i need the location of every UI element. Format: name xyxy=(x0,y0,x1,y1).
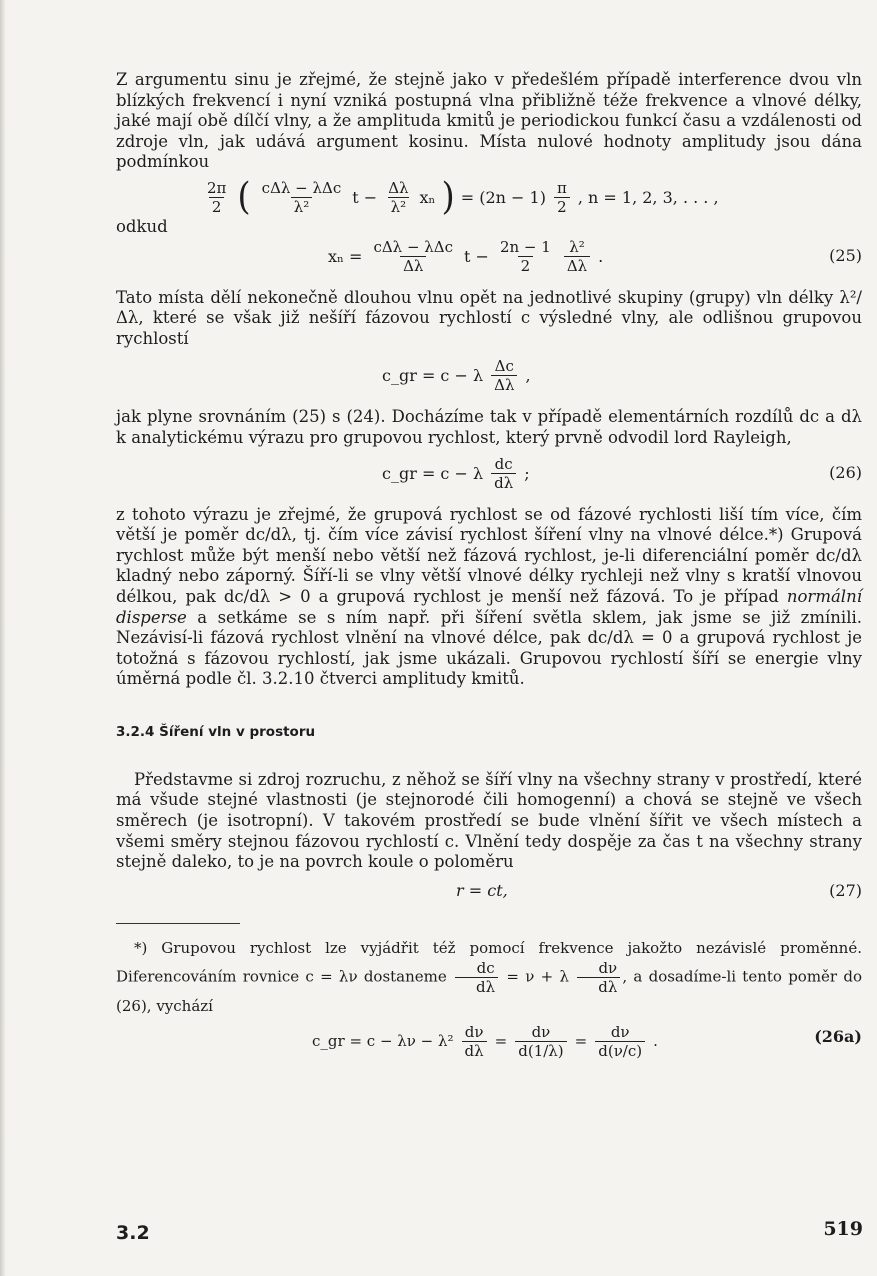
fraction: $\frac{\Delta c}{\Delta\lambda}$ xyxy=(491,357,517,394)
equation-number: (25) xyxy=(829,245,862,265)
fraction: $\frac{2n - 1}{2}$ xyxy=(499,237,551,275)
fraction: $\frac{2\pi}{2}$ xyxy=(207,178,227,216)
paragraph-5: Představme si zdroj rozruchu, z něhož se šíří vlny na všechny strany v prostředí, které má všude stejné vlastnosti (je stejnorodé čili homogenní) a chová se stejně ve všech směrech (je isotropní). V takovém prostředí se bude vlnění šířit ve všech místech a všemi směry stejnou fázovou rychlostí c. Vlnění tedy dospěje za čas t na všechny strany stejně daleko, to je na povrch koule o poloměru xyxy=(116,769,862,872)
fraction: $\frac{dc}{d\lambda}$ xyxy=(491,455,516,492)
equation-cgr: c_gr = c − λ $\frac{\Delta c}{\Delta\lambda}$ , xyxy=(382,357,531,395)
fraction: $\frac{d\nu}{d(\nu/c)}$ xyxy=(595,1023,645,1060)
fraction: $\frac{\Delta\lambda}{\text{λ²}}$ xyxy=(388,178,409,216)
paragraph-2: Tato místa dělí nekonečně dlouhou vlnu opět na jednotlivé skupiny (grupy) vln délky λ²/Δλ, které se však již nešíří fázovou rychlostí c výsledné vlny, ale odlišnou grupovou rychlostí xyxy=(116,287,862,348)
page-content xyxy=(116,70,862,1075)
equation-number: (27) xyxy=(829,880,862,900)
paragraph-4: z tohoto výrazu je zřejmé, že grupová rychlost se od fázové rychlosti liší tím více, čím větší je poměr dc/dλ, tj. čím více závisí rychlost šíření vlny na vlnové délce.*) Grupová rychlost může být menší nebo větší než fázová rychlost, je-li diferenciální poměr dc/dλ kladný nebo záporný. Šíří-li se vlny větší vlnové délky rychleji než vlny s kratší vlnovou délkou, pak dc/dλ > 0 a grupová rychlost je menší než fázová. To je případ normální disperse a setkáme se s ním např. při šíření světla sklem, jak jsme se již zmínili. Nezávisí-li fázová rychlost vlnění na vlnové délce, pak dc/dλ = 0 a grupová rychlost je totožná s fázovou rychlostí, jak jsme ukázali. Grupovou rychlostí šíří se energie vlny úměrná podle čl. 3.2.10 čtverci amplitudy kmitů. xyxy=(116,504,862,689)
page-number: 519 xyxy=(823,1218,863,1240)
paragraph-1: Z argumentu sinu je zřejmé, že stejně jako v předešlém případě interference dvou vln blízkých frekvencí i nyní vzniká postupná vlna přibližně téže frekvence a vlnové délky, jaké mají obě dílčí vlny, a že amplituda kmitů je periodickou funkcí času a vzdálenosti od zdroje vln, jak udává argument kosinu. Místa nulové hodnoty amplitudy jsou dána podmínkou xyxy=(116,70,862,172)
emphasis: normální disperse xyxy=(116,586,862,627)
equation-27: r = ct, (27) xyxy=(456,880,862,900)
fraction: $\frac{\text{cΔλ − λΔc}}{\Delta\lambda}$ xyxy=(373,237,454,275)
footnote-rule xyxy=(116,923,240,924)
fraction: $\frac{\text{cΔλ − λΔc}}{\text{λ²}}$ xyxy=(261,178,342,216)
paragraph-3: jak plyne srovnáním (25) s (24). Docházíme tak v případě elementárních rozdílů dc a dλ k analytickému výrazu pro grupovou rychlost, který prvně odvodil lord Rayleigh, xyxy=(116,407,862,447)
equation-condition: $\frac{2\pi}{2}$ ( $\frac{\text{cΔλ − λΔc}}{\text{λ²}}$ t − $\frac{\Delta\lambda}{\text{λ²}}$ xₙ ) = (2n − 1) $\frac{\pi}{2}$ , n = 1, 2, 3, . . . , xyxy=(116,173,862,221)
fraction: $\frac{d\nu}{d\lambda}$ xyxy=(462,1023,487,1060)
page-edge xyxy=(0,0,6,1276)
odkud-label: odkud xyxy=(116,216,168,236)
equation-number: (26a) xyxy=(814,1026,862,1046)
fraction: $\frac{d\nu}{d\lambda}$ xyxy=(577,959,620,996)
fraction: $\frac{d\nu}{d(1/\lambda)}$ xyxy=(515,1023,566,1060)
equation-number: (26) xyxy=(829,462,862,482)
equation-26: c_gr = c − λ $\frac{dc}{d\lambda}$ ; (26) xyxy=(382,454,862,492)
fraction: $\frac{dc}{d\lambda}$ xyxy=(455,959,498,996)
fraction: $\frac{\text{λ²}}{\Delta\lambda}$ xyxy=(564,238,590,275)
fraction: $\frac{\pi}{2}$ xyxy=(554,179,570,216)
equation-26a: c_gr = c − λν − λ² $\frac{d\nu}{d\lambda}$ = $\frac{d\nu}{d(1/\lambda)}$ = $\frac{d\nu}{d(\nu/c)}$ . (26a) xyxy=(312,1022,862,1060)
footer-section-number: 3.2 xyxy=(116,1222,150,1244)
section-heading: 3.2.4 Šíření vln v prostoru xyxy=(116,723,316,740)
footnote: *) Grupovou rychlost lze vyjádřit též pomocí frekvence jakožto nezávislé proměnné. Diferencováním rovnice c = λν dostaneme $\frac{dc}{d\lambda}$ = ν + λ $\frac{d\nu}{d\lambda}$ , a dosadíme-li tento poměr do (26), vychází xyxy=(116,938,862,1015)
equation-25: xₙ = $\frac{\text{cΔλ − λΔc}}{\Delta\lambda}$ t − $\frac{2n - 1}{2}$ $\frac{\text{λ²}}{\Delta\lambda}$ . (25) xyxy=(328,237,862,275)
